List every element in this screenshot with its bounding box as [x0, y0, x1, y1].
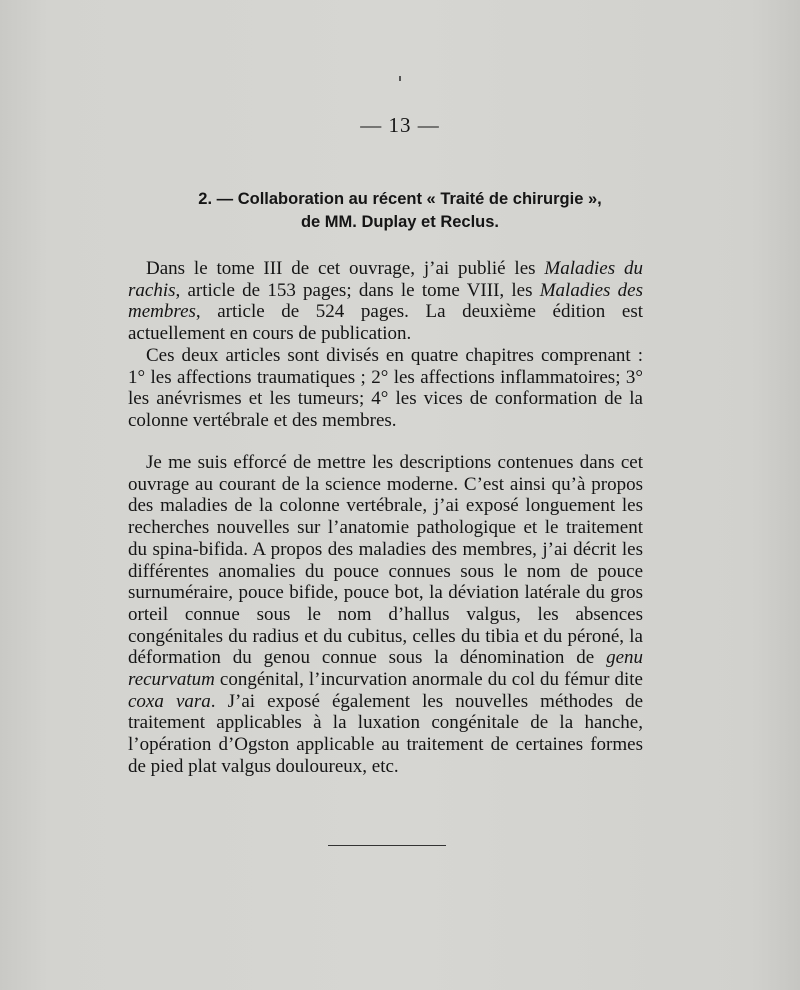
- text-segment: , article de 153 pages; dans le tome VIII, les: [175, 279, 540, 301]
- page-mark: [399, 76, 401, 81]
- italic-title-text: coxa vara: [128, 690, 211, 712]
- italic-title-text: genu recurvatum: [128, 647, 643, 691]
- body-text-block-2: [128, 452, 643, 778]
- section-divider: [328, 845, 446, 846]
- section-heading: [100, 188, 700, 234]
- text-segment: , article de 524 pages. La deuxième édition est actuellement en cours de publication.: [128, 301, 643, 345]
- italic-title-text: Maladies du rachis: [128, 258, 643, 301]
- paragraph-chapters: [128, 345, 643, 432]
- italic-title-text: Maladies des membres: [128, 279, 643, 323]
- text-segment: Je me suis efforcé de mettre les descriptions contenues dans cet ouvrage au courant de la science moderne. C’est ainsi qu’à propos des maladies de la colonne vertébrale, j’ai exposé longuement les recherches nouvelles sur l’anatomie pathologique et le traitement du spina-bifida. A propos des maladies des membres, j’ai décrit les différentes anomalies du pouce connues sous le nom de pouce surnuméraire, pouce bifide, pouce bot, la déviation latérale du gros orteil connue sous le nom d’hallus valgus, les absences congénitales du radius et du cubitus, celles du tibia et du péroné, la déformation du genou connue sous la dénomination de: [128, 452, 643, 669]
- body-text-block-1: [128, 258, 643, 432]
- section-heading-line-2: de MM. Duplay et Reclus.: [300, 213, 500, 231]
- paragraph-descriptions: [128, 452, 643, 778]
- text-segment: . J’ai exposé également les nouvelles méthodes de traitement applicables à la luxation congénitale de la hanche, l’opération d’Ogston applicable au traitement de certaines formes de pied plat valgus douloureux, etc.: [128, 690, 644, 777]
- paragraph-publication: [128, 258, 643, 345]
- text-segment: Dans le tome III de cet ouvrage, j’ai publié les: [146, 258, 545, 279]
- text-segment: Ces deux articles sont divisés en quatre chapitres comprenant : 1° les affections traumatiques ; 2° les affections inflammatoires; 3° les anévrismes et les tumeurs; 4° les vices de conformation de la colonne vertébrale et des membres.: [128, 344, 643, 431]
- page-number: — 13 —: [360, 113, 440, 137]
- text-segment: congénital, l’incurvation anormale du col du fémur dite: [214, 669, 643, 691]
- section-heading-line-1: 2. — Collaboration au récent « Traité de chirurgie »,: [198, 190, 602, 208]
